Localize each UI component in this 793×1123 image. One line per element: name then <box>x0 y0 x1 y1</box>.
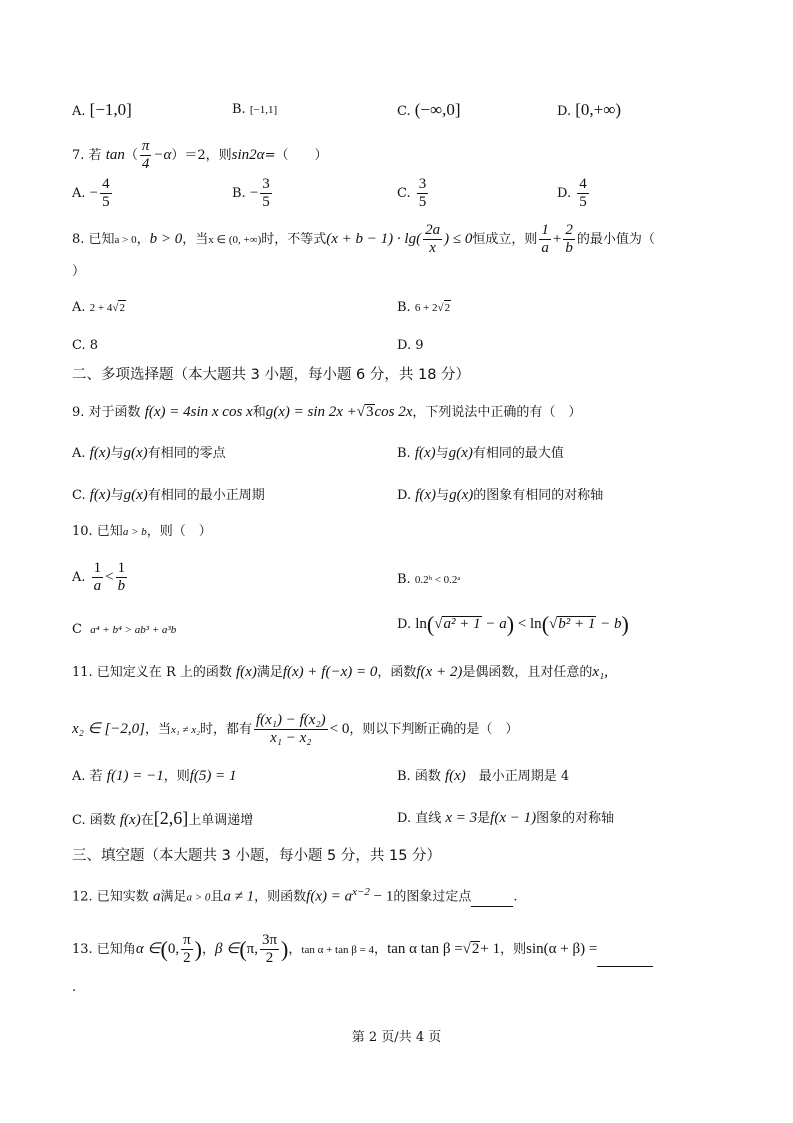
radicand: 2 <box>444 302 451 314</box>
q8-option-c: C. 8 <box>72 338 99 353</box>
math-inequality: ) ≤ 0 <box>444 231 473 247</box>
question-11-line-2 <box>72 712 518 747</box>
question-number: 11. 已知定义在 R 上的函数 <box>72 665 232 680</box>
text: 是偶函数，且对任意的 <box>462 665 593 680</box>
numerator: π <box>141 138 150 154</box>
math-function-g: cos 2x <box>374 404 413 420</box>
q7-option-d <box>557 176 591 211</box>
fraction-3pi-over-2 <box>260 932 279 967</box>
option-label: D. <box>557 104 572 119</box>
math-f: f(x) <box>415 487 437 503</box>
option-label: B. <box>397 572 411 587</box>
math-condition: x₁ ≠ x₂ <box>171 724 200 736</box>
fraction-pi-over-2 <box>181 932 193 967</box>
math-f: f(x) <box>89 445 111 461</box>
numerator: 1 <box>93 560 102 576</box>
period: . <box>513 889 518 905</box>
option-label: D. <box>397 617 412 632</box>
option-math: [0,+∞) <box>575 100 622 119</box>
math-expression: sin(α + β) = <box>526 941 598 957</box>
paren: ） <box>72 264 86 279</box>
numerator: f(x₁) − f(x₂) <box>255 712 326 728</box>
text: ，则 <box>500 942 527 957</box>
option-label: B. <box>397 446 411 461</box>
option-fraction <box>100 176 112 211</box>
option-label: C. <box>397 186 411 201</box>
text: 时，都有 <box>199 722 252 737</box>
q11-option-b <box>397 766 569 787</box>
text: 在 <box>140 813 154 828</box>
page-footer: 第 2 页/共 4 页 <box>351 1030 442 1045</box>
math-exponent: x−2 <box>352 886 370 898</box>
math-condition: x ∈ (0, +∞) <box>208 234 262 246</box>
option-label: C. 函数 <box>72 813 116 828</box>
answer-blank[interactable] <box>597 952 653 967</box>
math-interval: x₂ ∈ [−2,0] <box>72 721 145 737</box>
separator: ， <box>374 942 388 957</box>
question-number: 7. 若 <box>72 148 102 163</box>
option-label: C. <box>72 488 86 503</box>
math-f-shifted: f(x + 2) <box>416 664 463 680</box>
option-text: 最小正周期是 4 <box>465 769 570 784</box>
q11-option-d <box>397 808 614 829</box>
math-g: g(x) <box>449 487 474 503</box>
option-label: A. <box>72 446 86 461</box>
math-inequality: (x + b − 1) · lg( <box>326 231 422 247</box>
option-label: D. 直线 <box>397 811 442 826</box>
math-term: π, <box>246 941 258 957</box>
math-term: − b <box>596 616 622 632</box>
q8-option-d: D. 9 <box>397 338 424 353</box>
option-label: A. <box>72 104 86 119</box>
denominator: b <box>565 240 573 256</box>
math-ln: ln <box>530 616 542 632</box>
numerator: 4 <box>102 176 110 192</box>
option-math: 0.2ᵇ < 0.2ᵃ <box>414 574 461 586</box>
denominator: a <box>93 578 102 594</box>
numerator: 4 <box>579 176 587 192</box>
math-term: 0, <box>167 941 180 957</box>
option-text: 的图象有相同的对称轴 <box>473 488 604 503</box>
option-label: B. <box>232 102 246 117</box>
text: 与 <box>436 488 450 503</box>
text: 是 <box>477 811 491 826</box>
math-condition: a > 0 <box>186 891 211 904</box>
minus-sign: − <box>249 185 259 201</box>
question-tail: ，下列说法中正确的有（ ） <box>412 405 582 420</box>
option-fraction <box>577 176 589 211</box>
fraction-pi-over-4 <box>140 138 152 173</box>
text: 满足 <box>256 665 283 680</box>
q10-option-c <box>72 620 176 640</box>
q9-option-d <box>397 485 603 506</box>
math-expression: x = 3 <box>445 810 478 826</box>
math-condition: a > 0 <box>114 234 137 246</box>
radicand: 2 <box>119 302 125 314</box>
prev-option-c <box>397 100 461 122</box>
denominator: x <box>429 240 436 256</box>
prev-option-a <box>72 100 132 122</box>
text: ，函数 <box>377 665 417 680</box>
numerator: 3 <box>262 176 270 192</box>
option-math: 2 + 4 <box>89 302 113 314</box>
q7-option-c <box>397 176 430 211</box>
question-12 <box>72 882 518 907</box>
option-math: [−1,0] <box>89 100 132 119</box>
math-beta: β ∈ <box>215 941 240 957</box>
option-label: D. <box>557 186 572 201</box>
math-expression: f(1) = −1 <box>106 768 164 784</box>
option-label: B. <box>232 186 246 201</box>
q10-option-a <box>72 560 129 595</box>
question-8-close <box>72 262 85 282</box>
radicand: b² + 1 <box>558 616 596 632</box>
denominator: 5 <box>102 194 110 210</box>
text: 的最小值为（ <box>576 232 655 247</box>
text: 和 <box>252 405 266 420</box>
numerator: 1 <box>541 222 549 238</box>
numerator: 3π <box>261 932 278 948</box>
numerator: 1 <box>117 560 126 576</box>
option-fraction <box>260 176 272 211</box>
q8-option-a: A. 2 + 4√2 <box>72 300 125 315</box>
less-than: < <box>105 569 114 585</box>
math-tan: tan <box>105 147 125 163</box>
math-condition: tan α tan β = <box>387 941 463 957</box>
math-sin2a: sin2α <box>231 147 265 163</box>
question-9: 9. 对于函数 f(x) = 4sin x cos x和g(x) = sin 2x +√3cos 2x，下列说法中正确的有（ ） <box>72 404 582 420</box>
q7-option-a <box>72 176 114 211</box>
option-label: C <box>72 622 82 637</box>
math-term: − 1 <box>369 888 394 905</box>
math-expression: f(5) = 1 <box>189 768 237 784</box>
math-g: g(x) <box>448 445 473 461</box>
fraction-1-over-a <box>92 560 104 595</box>
option-math: a⁴ + b⁴ > ab³ + a³b <box>90 624 177 636</box>
text: 与 <box>110 446 124 461</box>
paren: ）＝2，则 <box>171 148 232 163</box>
minus-sign: − <box>89 185 99 201</box>
math-f: f(x) <box>89 487 111 503</box>
math-f: f(x) <box>444 768 466 784</box>
numerator: 3 <box>418 176 427 192</box>
math-f: f(x) <box>414 445 436 461</box>
q9-option-c <box>72 485 265 506</box>
math-term: + 1 <box>480 941 501 957</box>
radicand: 2 <box>471 941 480 957</box>
question-13: 13. 已知角α ∈(0, $\frac{\pi}{2}$ )，β ∈(π, $\frac{3\pi}{2}$ )，tan α + tan β = 4，tan α tan β =√2+ 1，则sin(α + β) = <box>72 932 653 967</box>
text: ，则函数 <box>254 889 307 905</box>
q8-option-b: B. 6 + 2√2 <box>397 300 451 315</box>
math-f: f(x) <box>236 664 257 680</box>
option-text: 图象的对称轴 <box>536 811 615 826</box>
q7-option-b <box>232 176 274 211</box>
question-11 <box>72 662 608 683</box>
math-function: f(x) = a <box>306 888 353 905</box>
numerator: 2a <box>425 222 441 238</box>
option-math: (−∞,0] <box>414 100 461 119</box>
q11-option-a <box>72 766 237 787</box>
math-ln: ln <box>415 616 427 632</box>
math-interval: [2,6] <box>153 808 189 828</box>
fraction-1-over-a <box>539 222 551 257</box>
fraction-1-over-b <box>116 560 128 595</box>
prev-option-d <box>557 100 621 122</box>
q10-option-d: D. ln(√a² + 1 − a) < ln(√b² + 1 − b) <box>397 611 629 637</box>
text: 恒成立，则 <box>472 232 538 247</box>
math-alpha: −α <box>153 147 172 163</box>
question-number: 9. 对于函数 <box>72 405 141 420</box>
option-fraction <box>417 176 429 211</box>
separator: ，当 <box>182 232 209 247</box>
q10-option-b <box>397 570 460 590</box>
numerator: 2 <box>565 222 573 238</box>
text: 与 <box>435 446 449 461</box>
option-label: D. <box>397 488 412 503</box>
math-function-g: g(x) = sin 2x + <box>265 404 357 420</box>
separator: ， <box>136 232 150 247</box>
option-label: A. <box>72 300 86 315</box>
denominator: 5 <box>262 194 270 210</box>
difference-quotient <box>254 712 328 747</box>
denominator: b <box>117 578 126 594</box>
text: 时，不等式 <box>261 232 327 247</box>
question-number: 13. 已知角 <box>72 942 136 957</box>
math-equation: f(x) + f(−x) = 0 <box>282 664 378 680</box>
separator: ， <box>288 942 302 957</box>
math-alpha: α ∈ <box>135 941 161 957</box>
less-than: < <box>514 616 531 632</box>
text: 与 <box>110 488 124 503</box>
q11-option-c <box>72 808 253 831</box>
denominator: 5 <box>418 194 427 210</box>
denominator: a <box>541 240 549 256</box>
option-label: B. <box>397 300 411 315</box>
paren: （ <box>124 148 138 163</box>
question-number: 12. 已知实数 <box>72 889 149 905</box>
question-tail: =（ ） <box>264 148 328 163</box>
denominator: x₁ − x₂ <box>270 730 312 746</box>
numerator: π <box>183 932 191 948</box>
math-term: − a <box>481 616 507 632</box>
text: 的图象过定点 <box>393 889 472 905</box>
option-math: [−1,1] <box>249 104 278 116</box>
radicand: a² + 1 <box>443 616 481 632</box>
math-condition: a > b <box>122 526 147 538</box>
denominator: 5 <box>579 194 587 210</box>
denominator: 2 <box>265 950 274 966</box>
math-inequality: < 0 <box>329 721 350 737</box>
radicand: 3 <box>366 404 374 420</box>
question-number: 8. 已知 <box>72 232 115 247</box>
option-label: A. <box>72 186 86 201</box>
fraction-2-over-b <box>563 222 575 257</box>
question-7 <box>72 138 327 173</box>
plus-sign: + <box>552 231 562 247</box>
option-text: 有相同的零点 <box>147 446 226 461</box>
question-tail: ，则（ ） <box>146 524 212 539</box>
question-tail: ，则以下判断正确的是（ ） <box>349 722 519 737</box>
option-text: 有相同的最大值 <box>472 446 564 461</box>
option-text: 有相同的最小正周期 <box>147 488 265 503</box>
answer-blank[interactable] <box>471 892 513 907</box>
section-heading-3: 三、填空题（本大题共 3 小题，每小题 5 分，共 15 分） <box>72 848 442 864</box>
math-a: a <box>152 888 161 905</box>
fraction-2a-over-x <box>423 222 442 257</box>
math-condition: tan α + tan β = 4 <box>301 944 375 956</box>
option-label: B. 函数 <box>397 769 441 784</box>
text: ，当 <box>145 722 172 737</box>
text: 满足 <box>160 889 187 905</box>
question-8 <box>72 222 655 257</box>
section-heading-2: 二、多项选择题（本大题共 3 小题，每小题 6 分，共 18 分） <box>72 367 471 383</box>
option-text: 上单调递增 <box>188 813 254 828</box>
q9-option-b <box>397 443 564 464</box>
separator: ， <box>202 942 216 957</box>
option-label: A. <box>72 570 86 585</box>
math-expression: f(x − 1) <box>490 810 537 826</box>
math-function-f: f(x) = 4sin x cos x <box>144 404 253 420</box>
q9-option-a <box>72 443 226 464</box>
text: 且 <box>210 889 224 905</box>
prev-option-b <box>232 100 277 120</box>
question-10 <box>72 522 212 542</box>
text: ，则 <box>163 769 190 784</box>
math-g: g(x) <box>123 487 148 503</box>
math-f: f(x) <box>119 812 141 828</box>
denominator: 2 <box>183 950 191 966</box>
denominator: 4 <box>141 156 150 172</box>
math-x1: x₁, <box>592 664 608 680</box>
math-condition: b > 0 <box>149 231 183 247</box>
question-number: 10. 已知 <box>72 524 123 539</box>
option-label: C. <box>397 104 411 119</box>
question-13-end: . <box>72 980 77 995</box>
math-condition: a ≠ 1 <box>223 888 255 905</box>
option-label: A. 若 <box>72 769 103 784</box>
math-g: g(x) <box>123 445 148 461</box>
option-math: 6 + 2 <box>414 302 438 314</box>
